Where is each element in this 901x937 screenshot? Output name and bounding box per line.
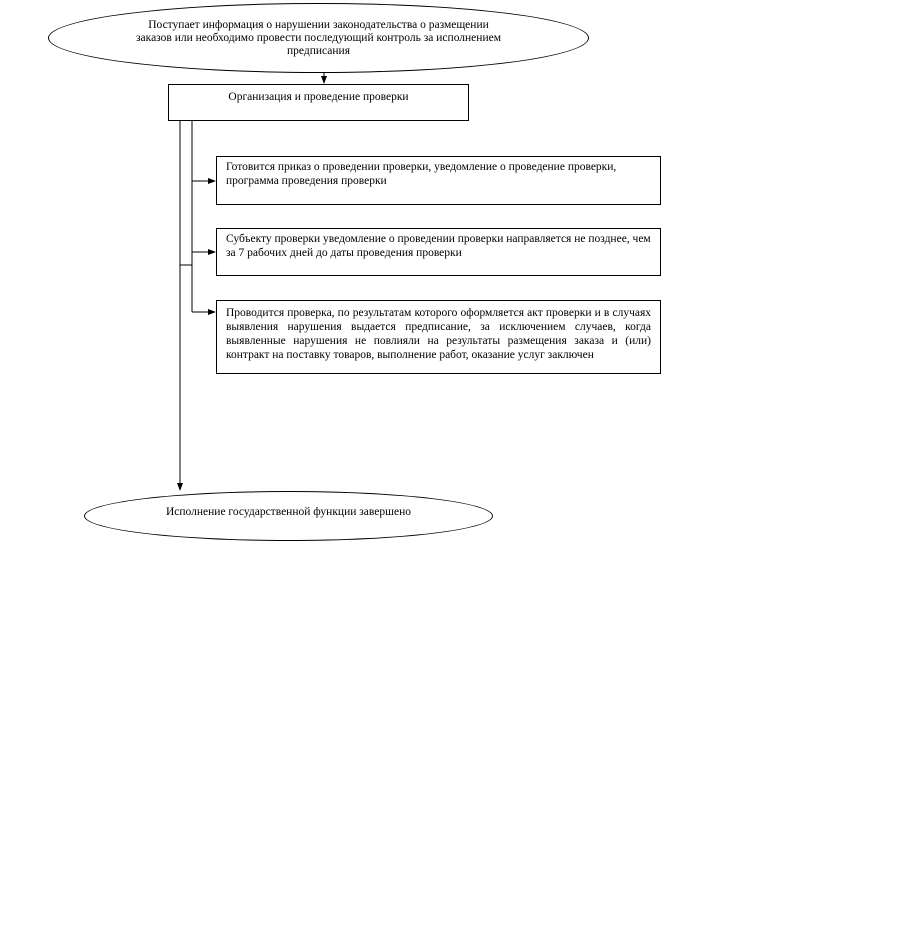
organization-box — [168, 84, 469, 121]
step-text-3: Проводится проверка, по результатам которого оформляется акт проверки и в случаях выявления нарушения выдается предписание, за исключением случаев, когда выявленные нарушения не повлияли на результаты размещения заказа и (или) контракт на поставку товаров, выполнение работ, оказание услуг заключен — [226, 307, 651, 361]
organization-text: Организация и проведение проверки — [228, 91, 409, 103]
start-oval — [48, 3, 589, 73]
step-text-1: Готовится приказ о проведении проверки, уведомление о проведение проверки, программа проведения проверки — [226, 161, 617, 187]
end-text: Исполнение государственной функции завершено — [165, 505, 411, 518]
step-box-2 — [216, 228, 661, 276]
step-text-2: Субъекту проверки уведомление о проведении проверки направляется не позднее, чем за 7 рабочих дней до даты проведения проверки — [226, 233, 651, 259]
start-text: Поступает информация о нарушении законодательства о размещении заказов или необходимо провести последующий контроль за исполнением предписания — [136, 18, 501, 57]
step-box-1 — [216, 156, 661, 205]
step-box-3 — [216, 300, 661, 374]
end-oval — [84, 491, 493, 541]
